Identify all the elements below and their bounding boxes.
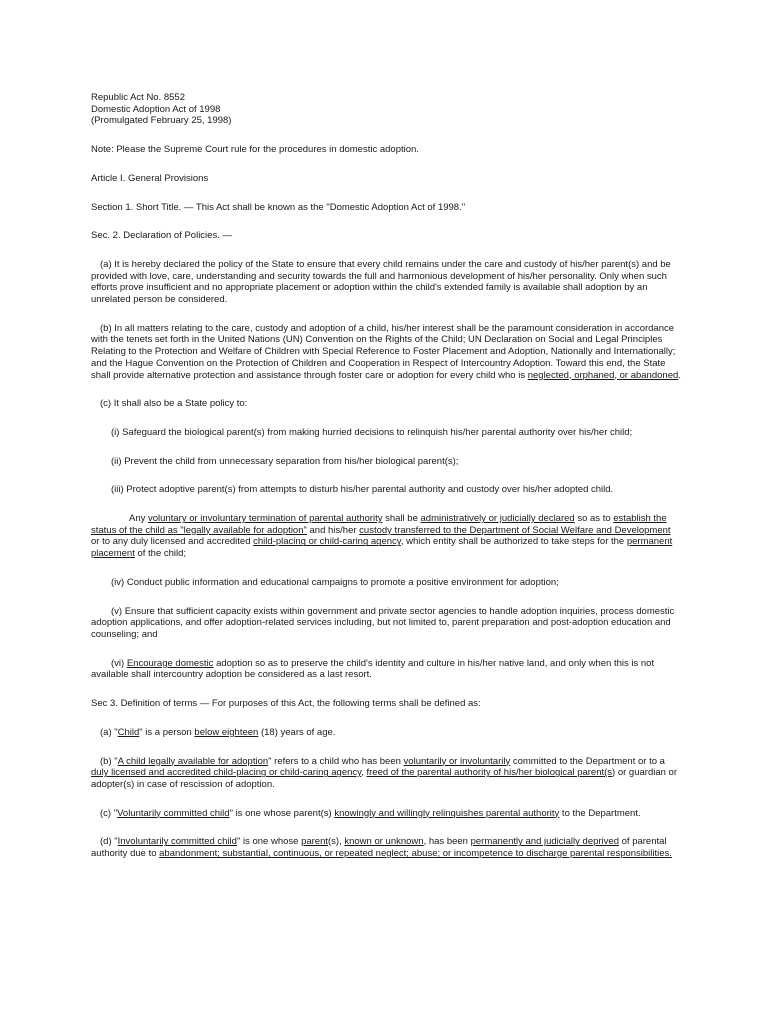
underlined-text: abandonment; substantial, continuous, or repeated neglect; abuse; or incompetence to discharge parental responsibilities. [159,848,672,860]
text-run: (b) " [100,755,118,767]
text-run: " refers to a child who has been [268,755,404,767]
text-run: Any [129,513,149,525]
section-3-heading: Sec 3. Definition of terms — For purposes of this Act, the following terms shall be defined as: [91,698,481,710]
underlined-text: Voluntarily committed child [117,807,230,819]
text-run: of parental authority due to [91,836,667,860]
article-heading: Article I. General Provisions [91,172,209,184]
text-run: (vi) [111,657,127,669]
sec3-def-c [91,808,681,820]
sec3-def-a [91,727,681,739]
sec2-any-paragraph [91,513,681,560]
text-run: (s), [328,836,345,848]
underlined-text: neglected, orphaned, or abandoned [527,369,679,381]
sec2-para-a: (a) It is hereby declared the policy of the State to ensure that every child remains under the care and custody of his/her parent(s) and be provided with love, care, understanding and security towards the full and harmonious development of his/her personality. Only when such efforts prove insufficient and no appropriate placement or adoption within the child's extended family is available shall adoption by an unrelated person be considered. [91,258,671,306]
underlined-text: Involuntarily committed child [117,836,237,848]
text-run: (d) " [100,836,118,848]
act-title: Domestic Adoption Act of 1998 [91,103,221,115]
text-run: to the Department. [559,807,641,819]
text-run: (a) " [100,726,118,738]
underlined-text: Child [117,726,140,738]
text-run: , which entity shall be authorized to take steps for the [400,536,627,548]
text-run: (c) " [100,807,118,819]
text-run: " is a person [139,726,195,738]
underlined-text: administratively or judicially declared [420,513,575,525]
act-number: Republic Act No. 8552 [91,92,186,103]
underlined-text: parent [301,836,328,848]
text-run: or to any duly licensed and accredited [91,536,254,548]
section-2-heading: Sec. 2. Declaration of Policies. — [91,230,232,242]
sec2-para-b [91,323,681,382]
text-run: ) or guardian or adopter(s) in case of rescission of adoption. [91,767,677,790]
document-header [91,92,681,127]
sec2-item-vi [91,658,681,681]
text-run: (b) In all matters relating to the care, custody and adoption of a child, his/her interest shall be the paramount consideration in accordance with the tenets set forth in the United Nations (UN) Convention on the Rights of the Child; UN Declaration on Social and Legal Principles Relating to the Protection and Welfare of Children with Special Reference to Foster Placement and Adoption, Nationally and Internationally; and the Hague Convention on the Protection of Children and Cooperation in Respect of Intercountry Adoption. Toward this end, the State shall provide alternative protection and assistance through foster care or adoption for every child who is [91,322,676,381]
underlined-text: knowingly and willingly relinquishes parental authority [334,807,560,819]
underlined-text: establish the status of the child as "legally available for adoption" [91,513,667,536]
underlined-text: voluntarily or involuntarily [403,755,511,767]
document-page [91,92,681,860]
sec2-item-v: (v) Ensure that sufficient capacity exists within government and private sector agencies to handle adoption inquiries, process domestic adoption applications, and offer adoption-related services including, but not limited to, parent preparation and post-adoption education and counseling; and [91,605,675,640]
underlined-text: known or unknown [344,836,424,848]
underlined-text: below eighteen [194,726,259,738]
underlined-text: freed of the parental authority of his/her biological parent(s [366,767,613,779]
sec3-def-b [91,756,681,791]
underlined-text: A child legally available for adoption [117,755,269,767]
underlined-text: Encourage domestic [126,657,214,669]
text-run: , has been [423,836,471,848]
text-run: adoption so as to preserve the child's identity and culture in his/her native land, and only when this is not available shall intercountry adoption be considered as a last resort. [91,657,655,681]
underlined-text: permanent placement [91,536,673,560]
section-1: Section 1. Short Title. — This Act shall be known as the "Domestic Adoption Act of 1998." [91,201,466,213]
sec2-item-i: (i) Safeguard the biological parent(s) from making hurried decisions to relinquish his/her parental authority over his/her child; [111,426,633,438]
underlined-text: custody transferred to the Department of Social Welfare and Development [359,524,671,536]
underlined-text: child-placing or child-caring agency [253,536,401,548]
sec2-item-ii: (ii) Prevent the child from unnecessary separation from his/her biological parent(s); [111,455,459,467]
promulgation-date: (Promulgated February 25, 1998) [91,115,232,127]
sec2-item-iii: (iii) Protect adoptive parent(s) from attempts to disturb his/her parental authority and custody over his/her adopted child. [111,484,614,496]
sec3-def-d [91,836,681,859]
text-run: (18) years of age. [258,726,336,738]
sec2-item-iv: (iv) Conduct public information and educational campaigns to promote a positive environment for adoption; [111,576,559,588]
text-run: " is one whose [236,836,302,848]
text-run: of the child; [134,548,187,560]
underlined-text: voluntary or involuntary termination of parental authority [148,513,383,525]
underlined-text: permanently and judicially deprived [470,836,619,848]
sec2-para-c: (c) It shall also be a State policy to: [100,398,248,410]
text-run: " is one whose parent(s) [229,807,335,819]
text-run: and his/her [306,524,360,536]
text-run: committed to the Department or to a [510,755,665,767]
text-run: so as to [574,513,614,525]
text-run: , [361,767,367,779]
text-run: shall be [382,513,421,525]
text-run: . [678,369,681,381]
note-paragraph: Note: Please the Supreme Court rule for the procedures in domestic adoption. [91,144,419,156]
underlined-text: duly licensed and accredited child-placing or child-caring agency [91,767,362,779]
